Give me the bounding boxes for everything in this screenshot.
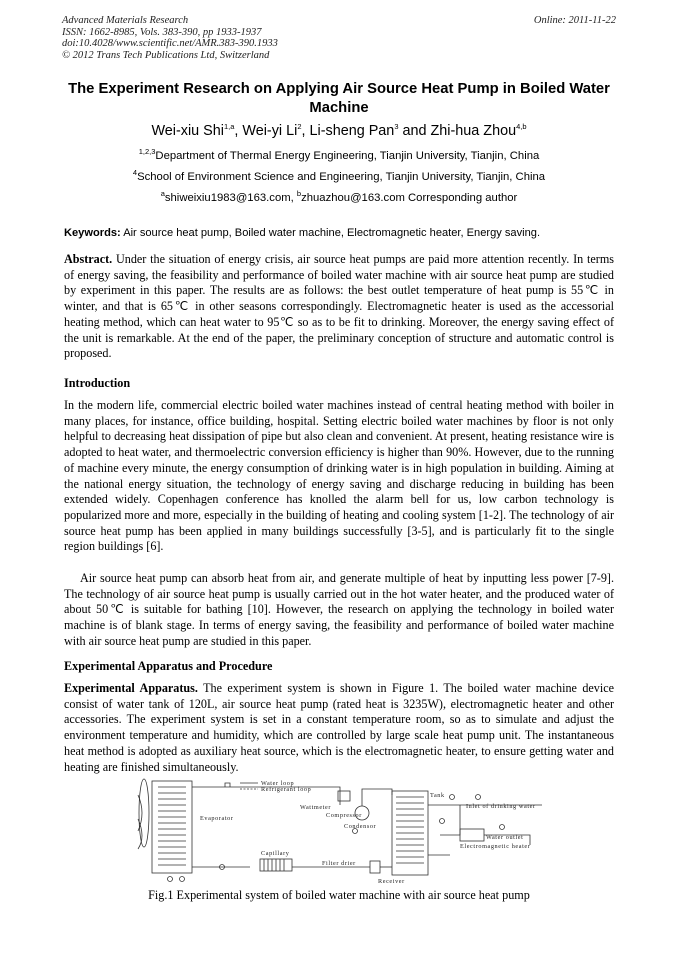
label-inlet: Inlet of drinking water	[466, 803, 536, 810]
receiver-icon	[370, 861, 380, 873]
author-sup: 1,a	[223, 122, 235, 132]
online-date: Online: 2011-11-22	[533, 15, 616, 26]
email-link[interactable]: zhuazhou@163.com Corresponding author	[301, 192, 518, 204]
journal-issn: ISSN: 1662-8985, Vols. 383-390, pp 1933-1937	[62, 26, 262, 38]
intro-paragraph-2: Air source heat pump can absorb heat from air, and generate multiple of heat by inputting less power [7-9]. The technology of air source heat pump is usually carried out in the hot water heater, and the produced water of about 50℃ is suitable for bathing [10]. However, the research on applying the technology in boiled water machine is of blank stage. In terms of energy saving, the feasibility and performance of boiled water machine with air source heat pump are studied in this paper.	[64, 571, 614, 648]
keywords: Keywords: Air source heat pump, Boiled water machine, Electromagnetic heater, Energy saving.	[64, 227, 541, 239]
journal-copyright: © 2012 Trans Tech Publications Ltd, Switzerland	[62, 49, 270, 61]
affiliation-2: $^4$School of Environment Science and Engineering, Tianjin University, Tianjin, China	[132, 168, 546, 183]
author-name: Wei-xiu Shi	[151, 123, 224, 139]
label-wattmeter: Wattmeter	[300, 804, 332, 811]
journal-header	[62, 15, 616, 61]
section-heading-introduction: Introduction	[64, 376, 131, 390]
author-sup: 4,b	[516, 122, 527, 132]
author-name: Li-sheng Pan	[309, 123, 395, 139]
label-outlet: Water outlet	[486, 834, 524, 841]
fan-icon	[139, 779, 149, 847]
legend-water-loop: Water loop	[261, 780, 295, 787]
label-filter: Filter drier	[322, 860, 356, 867]
author-name: Zhi-hua Zhou	[430, 123, 517, 139]
journal-name: Advanced Materials Research	[62, 15, 189, 26]
author-sup: 3	[394, 122, 399, 132]
intro-paragraph-1: In the modern life, commercial electric boiled water machines instead of central heating method with boiler in many places, for instance, office building, hospital. Setting electric boiled water machines by floor is not only helpful to decreasing heat dissipation of pipe but also clean and convenient. At present, heating resistance wire is adopted to heat water, and thermoelectric conversion efficiency is higher than 90%. However, due to the running of machine every minute, the energy consumption of drinking water is in high population in building. Aiming at the national energy situation, the technology of energy saving and discharge reducing in building has been extended widely. Copenhagen conference has knolled the alarm bell for us, low carbon technology is popularized more and more, especially in the building of heating and cooling system [1-2]. The technology of air source heat pump has been applied in many buildings successfully [3-5], and is particularly fit to the single region buildings [6].	[64, 398, 614, 554]
label-capillary: Capillary	[261, 850, 290, 857]
label-evaporator: Evaporator	[200, 815, 234, 822]
subsection-label: Experimental Apparatus.	[64, 681, 198, 695]
email-link[interactable]: shiweixiu1983@163.com,	[164, 192, 297, 204]
heater-icon	[460, 829, 484, 841]
affiliation-1: $^{1,2,3}$Department of Thermal Energy Engineering, Tianjin University, Tianjin, China	[138, 147, 540, 162]
experimental-paragraph: Experimental Apparatus. The experiment system is shown in Figure 1. The boiled water machine device consist of water tank of 120L, air source heat pump (rated heat is 3235W), electromagnetic heater and other accessories. The experiment system is set in a constant temperature room, so as to simulate and adjust the environment temperature and humidity, which are controlled by large scale heat pump unit. The instantaneous heat method is adopted as auxiliary heat source, which is the electromagnetic heater, to ensure getting water and heating are finished simultaneously.	[64, 681, 614, 774]
label-condensor: Condensor	[344, 823, 377, 830]
label-receiver: Receiver	[378, 878, 405, 885]
label-heater: Electromagnetic heater	[460, 843, 531, 850]
paper-title: The Experiment Research on Applying Air Source Heat Pump in Boiled Water Machine	[68, 81, 610, 116]
legend-refrigerant-loop: Refrigerant loop	[261, 786, 312, 793]
email-line: $^a$shiweixiu1983@163.com, $^b$zhuazhou@163.com Corresponding author	[160, 189, 518, 204]
figure-caption: Fig.1 Experimental system of boiled water machine with air source heat pump	[148, 888, 530, 902]
section-heading-experimental: Experimental Apparatus and Procedure	[64, 659, 273, 673]
figure-1-schematic	[130, 775, 550, 887]
author-name: Wei-yi Li	[242, 123, 298, 139]
label-tank: Tank	[430, 792, 445, 799]
author-list: Wei-xiu Shi$^{1,a}$, Wei-yi Li$^2$, Li-sheng Pan$^3$ and Zhi-hua Zhou$^{4,b}$	[151, 122, 527, 139]
keywords-label: Keywords:	[64, 227, 121, 239]
label-compressor: Compressor	[326, 812, 362, 819]
abstract-label: Abstract.	[64, 252, 113, 266]
author-sup: 2	[297, 122, 302, 132]
abstract: Abstract. Under the situation of energy crisis, air source heat pumps are paid more attention recently. In terms of energy saving, the feasibility and performance of boiled water machine with air source heat pump are studied by experiment in this paper. The results are as follows: the best outlet temperature of heat pump is 55℃ in winter, and that is 65℃ in other seasons correspondingly. Electromagnetic heater is used as the accessorial heating method, which can heat water to 95℃ so as to be fit to drinking. Moreover, the energy saving effect of the unit is remarkable. At the end of the paper, the preliminary conception of structure and automatic control is proposed.	[64, 252, 614, 361]
journal-doi: doi:10.4028/www.scientific.net/AMR.383-390.1933	[62, 38, 278, 49]
